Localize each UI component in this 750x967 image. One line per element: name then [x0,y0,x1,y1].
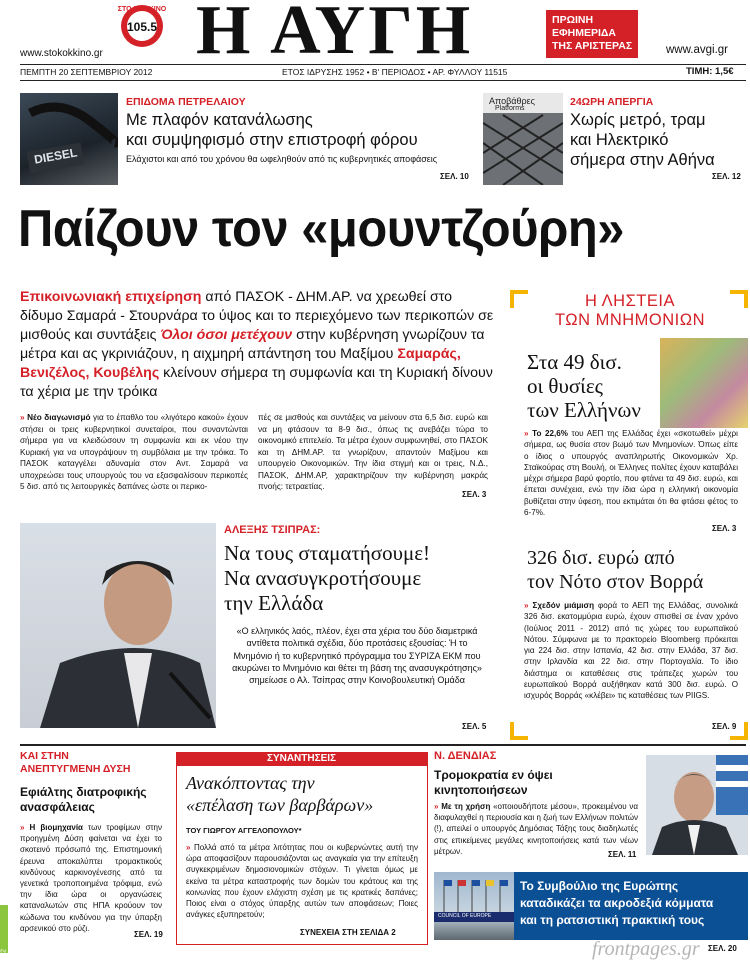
bottom-rule [20,744,746,746]
teaser-left-photo[interactable] [20,93,118,185]
lead-text-3: κλείνουν σήμερα τη συμφωνία και τη Κυριακή δίνουν τα χέρια με την τρόικα [20,365,493,400]
bottom-right-headline[interactable] [434,768,553,798]
tsipras-photo[interactable] [20,523,216,728]
lead-paragraph [20,288,494,402]
teaser-left-summary: Ελάχιστοι και από του χρόνου θα ωφεληθούν από τις κυβερνητικές αποφάσεις [126,154,438,164]
teaser-right-photo[interactable] [483,93,563,185]
teaser-right-photo-sign-2: Platforms [495,105,525,112]
council-photo-label: COUNCIL OF EUROPE [438,913,492,919]
bottom-left-kicker [20,750,130,776]
tagline-line-1: ΠΡΩΙΝΗ [552,14,594,26]
sidebar-h2-line-1: 326 δισ. ευρώ από [527,547,675,569]
sidebar-h2-line-2: τον Νότο στον Βορρά [527,571,704,593]
lead-red-1: Επικοινωνιακή επιχείρηση [20,289,202,305]
tagline [546,10,638,58]
sidebar-corner-bl [510,722,528,740]
bottom-mid-kicker: ΣΥΝΑΝΤΗΣΕΙΣ [266,753,337,764]
issue-info: ΕΤΟΣ ΙΔΡΥΣΗΣ 1952 • Β' ΠΕΡΙΟΔΟΣ • ΑΡ. ΦΥΛΛΟΥ 11515 [282,67,508,77]
teaser-left-headline-2: και συμψηφισμό στην επιστροφή φόρου [126,131,418,149]
bottom-right-headline-1: Τρομοκρατία εν όψει [434,768,553,782]
radio-logo[interactable] [113,4,171,48]
sidebar-para-2: » Σχεδόν μιάμιση φορά το ΑΕΠ της Ελλάδας, συνολικά 326 δισ. εκατομμύρια ευρώ, έχουν σπισθεί σε έναν χρόνο (Ιούλιος 2011 - 2012) από τις χώρες του ευρωπαϊκού Νότου. Σύμφωνα με το πρακτορείο Bloomberg πρόκειται για 224 δισ. στην Ισπανία, 42 δισ. στην Ελλάδα, 37 δισ. στην Ιρλανδία και 22 δισ. στην Πορτογαλία. Το ίδιο διάστημα οι καταθέσεις στις τράπεζες χωρών του ευρωπαϊκού Βορρά αυξήθηκαν κατά 300 δισ. ευρώ. Ο ισχυρός Βορράς «κλέβει» τις καταθέσεις των PIIGS. [524,601,738,701]
tsipras-quote: «Ο ελληνικός λαός, πλέον, έχει στα χέρια του δύο διαμετρικά αντίθετα πολιτικά σχέδια, δύο προτάσεις εξουσίας: Ή το Μνημόνιο ή το κυβερνητικό πρόγραμμα του ΣΥΡΙΖΑ ΕΚΜ που ακυρώνει το Μνημόνιο και θέτει τη βάση της ανασυγκρότησης» σημείωσε ο Αλ. Τσίπρας στην Κοινοβουλευτική Ομάδα [232,626,482,686]
issue-price: ΤΙΜΗ: 1,5€ [686,66,734,77]
dendias-photo[interactable] [646,755,748,855]
tsipras-headline[interactable] [224,541,430,616]
masthead-rule-top [20,64,746,65]
tsipras-headline-2: Να ανασυγκροτήσουμε [224,566,422,590]
sidebar-p2-lead: Σχεδόν μιάμιση [532,601,595,610]
bottom-mid-text: » Πολλά από τα μέτρα λιτότητας που οι κυβερνώντες αυτή την ώρα αποφασίζουν παρουσιάζονται ως αναγκαία για την επίτευξη συγκεκριμένων δημοσιονομικών στόχων. Τι γίνεται όμως με εκείνα τα μέτρα καταστροφής των δομών του κράτους και της κοινωνίας που έχουν ελάχιστη σχέση με τις κρατικές δαπάνες; Ποιος είναι ο στόχος ύπαρξης αυτών των αποφάσεων; Ποιες ανάγκες εξυπηρετούν; [186,843,418,920]
masthead-rule-bottom [20,80,746,81]
sidebar-title-2: ΤΩΝ ΜΝΗΜΟΝΙΩΝ [554,311,706,329]
sidebar-page-2[interactable]: ΣΕΛ. 9 [712,722,737,731]
bottom-right-page[interactable]: ΣΕΛ. 11 [608,850,637,859]
council-page[interactable]: ΣΕΛ. 20 [708,944,737,953]
council-headline-3: και τη ρατσιστική πρακτική τους [520,913,705,927]
teaser-right-kicker: 24ΩΡΗ ΑΠΕΡΓΙΑ [570,96,654,108]
watermark: frontpages.gr [592,938,700,960]
bottom-mid-body: Πολλά από τα μέτρα λιτότητας που οι κυβερνώντες αυτή την ώρα αποφασίζουν παρουσιάζονται ως αναγκαία για την επίτευξη συγκεκριμένων δημοσιονομικών στόχων. Τι γίνεται όμως με εκείνα τα μέτρα καταστροφής των δομών του κράτους και της κοινωνίας που έχουν ελάχιστη σχέση με τις κρατικές δαπάνες; Ποιος είναι ο στόχος ύπαρξης αυτών των αποφάσεων; Ποιες ανάγκες εξυπηρετούν; [186,843,418,920]
main-headline[interactable]: Παίζουν τον «μουντζούρη» [18,200,624,258]
bottom-left-kicker-1: ΚΑΙ ΣΤΗΝ [20,750,69,762]
sidebar-p1-lead: Το 22,6% [532,429,568,438]
tsipras-headline-1: Να τους σταματήσουμε! [224,541,431,565]
tagline-line-3: ΤΗΣ ΑΡΙΣΤΕΡΑΣ [552,40,633,52]
sidebar-h1-line-3: των Ελλήνων [527,398,641,422]
tsipras-page[interactable]: ΣΕΛ. 5 [462,722,487,731]
teaser-left-photo-text: DIESEL [33,145,79,167]
council-headline-2: καταδικάζει τα ακροδεξιά κόμματα [520,896,714,910]
bottom-mid-headline-2: «επέλαση των βαρβάρων» [186,795,374,815]
sidebar-headline-2[interactable] [527,546,703,594]
tsipras-headline-3: την Ελλάδα [224,591,324,615]
lead-text-1: από ΠΑΣΟΚ - ΔΗΜ.ΑΡ. να χρεωθεί στο δίδυμο Σαμαρά - Στουρνάρα το ύψος και το περιεχόμενο των περικοπών σε μισθούς και συντάξεις [20,289,494,343]
sidebar-page-1[interactable]: ΣΕΛ. 3 [712,524,737,533]
lead-red-3: Σαμαράς, Βενιζέλος, Κουβέλης [20,346,461,381]
radio-url[interactable]: www.stokokkino.gr [20,48,103,59]
tagline-line-2: ΕΦΗΜΕΡΙΔΑ [552,27,617,39]
sidebar-h1-line-2: οι θυσίες [527,374,603,398]
sidebar-p1-text: του ΑΕΠ της Ελλάδας έχει «σκοτωθεί» μέχρι σήμερα, ως θυσία στον βωμό των Μνημονίων. Όπως είπε ο ίδιος ο υπουργός αναπληρωτής Οικονομικών Χρ. Σταϊκούρας στη Βουλή, οι Έλληνες πολίτες έχουν καταβάλει μέχρι σήμερα βαρύ φορτίο, που φτάνει τα 49 δισ. ευρώ, και έπεται συνέχεια, ενώ την ίδια ώρα η ελληνική οικονομία βυθίζεται στην ύφεση, που εκτιμάται ότι θα φτάσει φέτος το 6-7%. [524,429,738,518]
radio-logo-name: ΣΤΟ ΚΟΚΚΙΝΟ [117,6,167,13]
council-photo[interactable] [434,872,514,940]
bottom-left-page[interactable]: ΣΕΛ. 19 [134,930,163,939]
teaser-left-page[interactable]: ΣΕΛ. 10 [440,172,469,181]
tsipras-kicker: ΑΛΕΞΗΣ ΤΣΙΠΡΑΣ: [224,524,321,536]
site-url[interactable]: www.avgi.gr [666,44,728,56]
bottom-mid-headline[interactable] [186,772,373,816]
teaser-left-headline-1: Με πλαφόν κατανάλωσης [126,111,313,129]
bottom-right-lead: Με τη χρήση [441,802,491,811]
bottom-right-text: » Με τη χρήση «οποιουδήποτε μέσου», προκειμένου να διαφυλαχθεί η περιουσία και η ζωή των Ελλήνων πολιτών (!), απειλεί ο υπουργός Δημόσιας Τάξης τους διαδηλωτές στις επικείμενες μεγάλες κινητοποιήσεις κατά των νέων μέτρων. [434,802,639,856]
council-headline[interactable] [520,878,713,929]
sidebar-title-1: Η ΛΗΣΤΕΙΑ [585,292,675,310]
teaser-left-headline[interactable] [126,110,418,150]
lead-text-2: στην κυβέρνηση γνωρίζουν τα μέτρα και ας γκρινιάζουν, η αιχμηρή απάντηση του Μαξίμου [20,327,485,362]
body-page[interactable]: ΣΕΛ. 3 [462,490,487,499]
sidebar-para-1: » Το 22,6% του ΑΕΠ της Ελλάδας έχει «σκοτωθεί» μέχρι σήμερα, ως θυσία στον βωμό των Μνημονίων. Όπως είπε ο ίδιος ο υπουργός αναπληρωτής Οικονομικών Χρ. Σταϊκούρας στη Βουλή, οι Έλληνες πολίτες έχουν καταβάλει μέχρι σήμερα βαρύ φορτίο, που φτάνει τα 49 δισ. ευρώ, και έπεται συνέχεια, ενώ την ίδια ώρα η ελληνική οικονομία βυθίζεται στην ύφεση, που εκτιμάται ότι θα φτάσει φέτος το 6-7%. [524,429,738,518]
sidebar-h1-line-1: Στα 49 δισ. [527,350,622,374]
body-mid-text: πές σε μισθούς και συντάξεις να μείνουν στα 6,5 δισ. ευρώ και να μη φτάσουν τα 8-9 δισ., όπως τις ανεβάζει τώρα το οικονομικό επιτελείο. Τα μέτρα έχουν συμφωνηθεί, στο ΠΑΣΟΚ και τη ΔΗΜ.ΑΡ. τα γνωρίζουν, απαντούν Μαξίμου και υπουργείο Οικονομικών. Την ίδια στιγμή και οι τρεις, Ν.Δ., ΠΑΣΟΚ, ΔΗΜ.ΑΡ, χαρακτηρίζουν την κυβέρνηση μακράς πνοής: τετραετίας. [258,413,488,491]
bottom-right-body: «οποιουδήποτε μέσου», προκειμένου να διαφυλαχθεί η περιουσία και η ζωή των Ελλήνων πολιτών (!), απειλεί ο υπουργός Δημόσιας Τάξης τους διαδηλωτές στις επικείμενες μεγάλες κινητοποιήσεις κατά των νέων μέτρων. [434,802,639,856]
body-column-left: » Νέο διαγωνισμό για το έπαθλο του «λιγότερο κακού» έχουν στήσει οι τρεις κυβερνητικοί συνεταίροι, που συναντώνται σήμερα για να κλειδώσουν τη συμφωνία και εκ νέου την Κυριακή για να υπογράψουν τη συμβόλαια με την τρόικα. Το ΠΑΣΟΚ καταγγέλει αδυναμία στον Αντ. Σαμαρά να υποχρεώσει τους υπουργούς του να εξασφαλίσουν περικοπές 5 δισ. από τις λειτουργικές δαπάνες ώστε οι περικο- [20,413,248,491]
body-left-lead: Νέο διαγωνισμό [27,413,91,422]
teaser-right-headline[interactable] [570,110,715,170]
body-column-mid [258,412,488,493]
bottom-mid-headline-1: Ανακόπτοντας την [186,773,315,793]
issue-date: ΠΕΜΠΤΗ 20 ΣΕΠΤΕΜΒΡΙΟΥ 2012 [20,67,153,77]
bottom-right-kicker: Ν. ΔΕΝΔΙΑΣ [434,750,497,762]
sidebar-headline-1[interactable] [527,350,641,422]
bottom-mid-continue[interactable]: ΣΥΝΕΧΕΙΑ ΣΤΗ ΣΕΛΙΔΑ 2 [300,928,396,937]
teaser-left-kicker: ΕΠΙΔΟΜΑ ΠΕΤΡΕΛΑΙΟΥ [126,96,246,108]
body-left-text: για το έπαθλο του «λιγότερο κακού» έχουν στήσει οι τρεις κυβερνητικοί συνεταίροι, που συναντώνται σήμερα για να κλειδώσουν τη συμφωνία και εκ νέου την Κυριακή για να υπογράψουν τη συμβόλαια με την τρόικα. Το ΠΑΣΟΚ καταγγέλει αδυναμία στον Αντ. Σαμαρά να υποχρεώσει τους υπουργούς του να εξασφαλίσουν περικοπές 5 δισ. από τις λειτουργικές δαπάνες ώστε οι περικο- [20,413,248,491]
sidebar-title [516,292,744,330]
sidebar-p2-text: φορά το ΑΕΠ της Ελλάδας, συνολικά 326 δισ. εκατομμύρια ευρώ, έχουν σπισθεί σε έναν χρόνο (Ιούλιος 2011 - 2012) από τις χώρες του ευρωπαϊκού Νότου. Σύμφωνα με το πρακτορείο Bloomberg πρόκειται για 224 δισ. στην Ισπανία, 42 δισ. στην Ελλάδα, 37 δισ. στην Ιρλανδία και 22 δισ. στην Πορτογαλία. Το ίδιο διάστημα οι καταθέσεις στις τράπεζες χωρών του ευρωπαϊκού Βορρά αυξήθηκαν κατά 300 δισ. ευρώ. Ο ισχυρός Βορράς «κλέβει» τις καταθέσεις των PIIGS. [524,601,738,701]
edge-strip-label: 2012 [0,948,8,965]
bottom-left-body: των τροφίμων στην προηγμένη Δύση φαίνεται να έχει το σκοτεινό πρόσωπό της. Επιστημονική έρευνα αποκαλύπτει τρομακτικούς κινδύνους καρκινογένεσης από τα γενετικά τροποποιημένα τρόφιμα, ενώ την ίδια ώρα οι οργανώσεις καταναλωτών στις ΗΠΑ κρούουν τον κώδωνα του κινδύνου για την ύπαρξη αρσενικού στο ρύζι. [20,823,162,933]
teaser-right-headline-3: σήμερα στην Αθήνα [570,151,715,169]
teaser-right-photo-sign: Αποβάθρες [489,96,535,106]
bottom-mid-byline: ΤΟΥ ΓΙΩΡΓΟΥ ΑΓΓΕΛΟΠΟΥΛΟΥ* [186,826,302,835]
bottom-left-text: » Η βιομηχανία των τροφίμων στην προηγμένη Δύση φαίνεται να έχει το σκοτεινό πρόσωπό της. Επιστημονική έρευνα αποκαλύπτει τρομακτικούς κινδύνους καρκινογένεσης από τα γενετικά τροποποιημένα τρόφιμα, ενώ την ίδια ώρα οι οργανώσεις καταναλωτών στις ΗΠΑ κρούουν τον κώδωνα του κινδύνου για την ύπαρξη αρσενικού στο ρύζι. [20,823,162,933]
bottom-left-lead: Η βιομηχανία [29,823,83,832]
bottom-left-headline[interactable] [20,785,147,815]
lead-red-2: Όλοι όσοι μετέχουν [160,327,293,343]
bottom-left-headline-2: ανασφάλειας [20,800,95,814]
council-headline-1: Το Συμβούλιο της Ευρώπης [520,879,679,893]
teaser-right-headline-1: Χωρίς μετρό, τραμ [570,111,706,129]
teaser-right-headline-2: και Ηλεκτρικό [570,131,669,149]
bottom-left-headline-1: Εφιάλτης διατροφικής [20,785,147,799]
bottom-left-kicker-2: ΑΝΕΠΤΥΓΜΕΝΗ ΔΥΣΗ [20,763,131,775]
teaser-right-page[interactable]: ΣΕΛ. 12 [712,172,741,181]
newspaper-title: Η ΑΥΓΗ [196,0,474,69]
euro-notes-photo[interactable] [660,338,748,428]
radio-logo-freq: 105.5 [126,20,158,34]
bottom-right-headline-2: κινητοποιήσεων [434,783,528,797]
